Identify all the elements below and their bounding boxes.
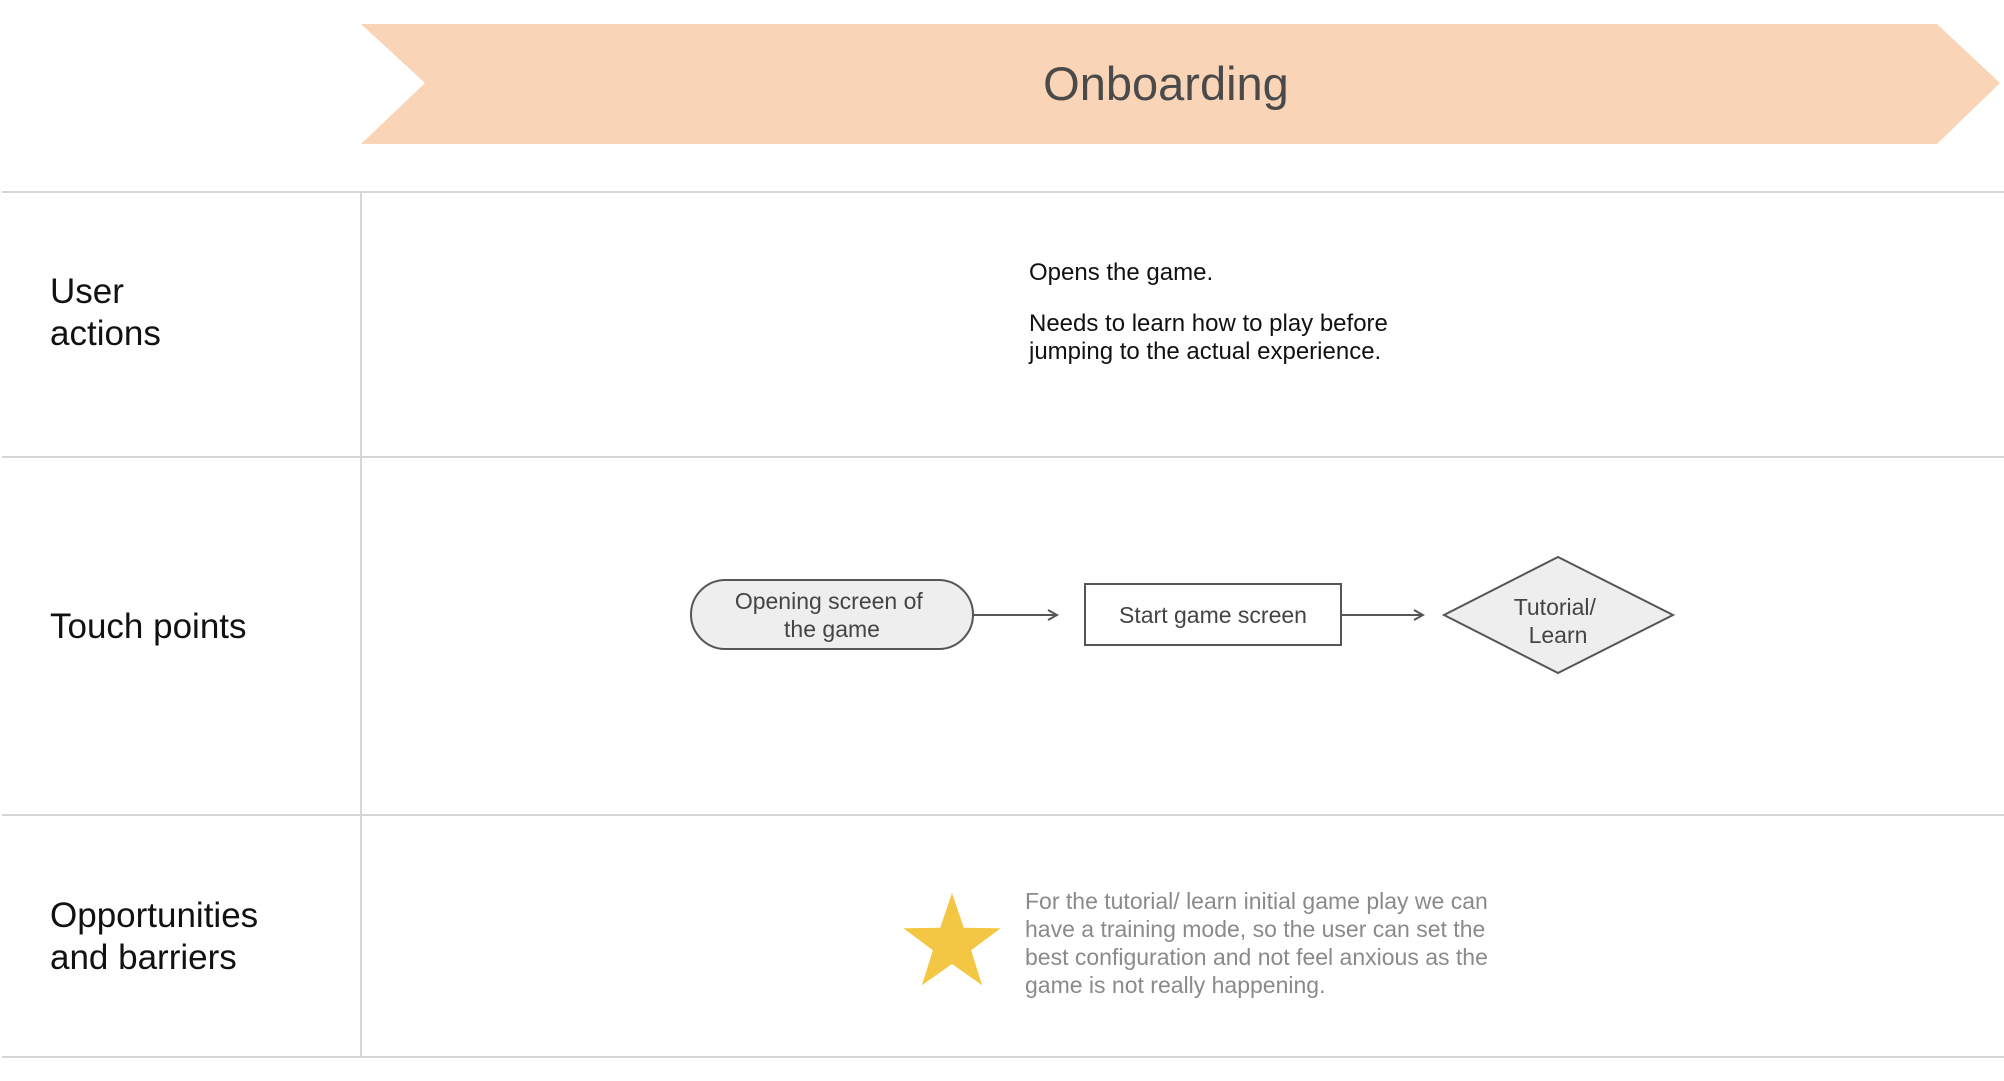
row-label-touch-points: Touch points	[50, 607, 247, 646]
terminal-node-label: Opening screen of the game	[734, 588, 923, 642]
star-icon	[903, 893, 1000, 985]
grid-lines	[2, 192, 2004, 1057]
decision-node-label: Tutorial/ Learn	[1513, 594, 1596, 648]
touch-points-flow	[691, 557, 1673, 673]
user-actions-text: Opens the game. Needs to learn how to play before jumping to the actual experience.	[1029, 259, 1388, 365]
process-node-label: Start game screen	[1119, 602, 1307, 628]
row-label-opportunities: Opportunities and barriers	[50, 896, 259, 977]
stage-title: Onboarding	[1043, 57, 1289, 110]
opportunity-text: For the tutorial/ learn initial game play we can have a training mode, so the user can set the best configuration and not feel anxious as the game is not really happening.	[1025, 888, 1488, 998]
row-label-user-actions: User actions	[50, 272, 161, 353]
